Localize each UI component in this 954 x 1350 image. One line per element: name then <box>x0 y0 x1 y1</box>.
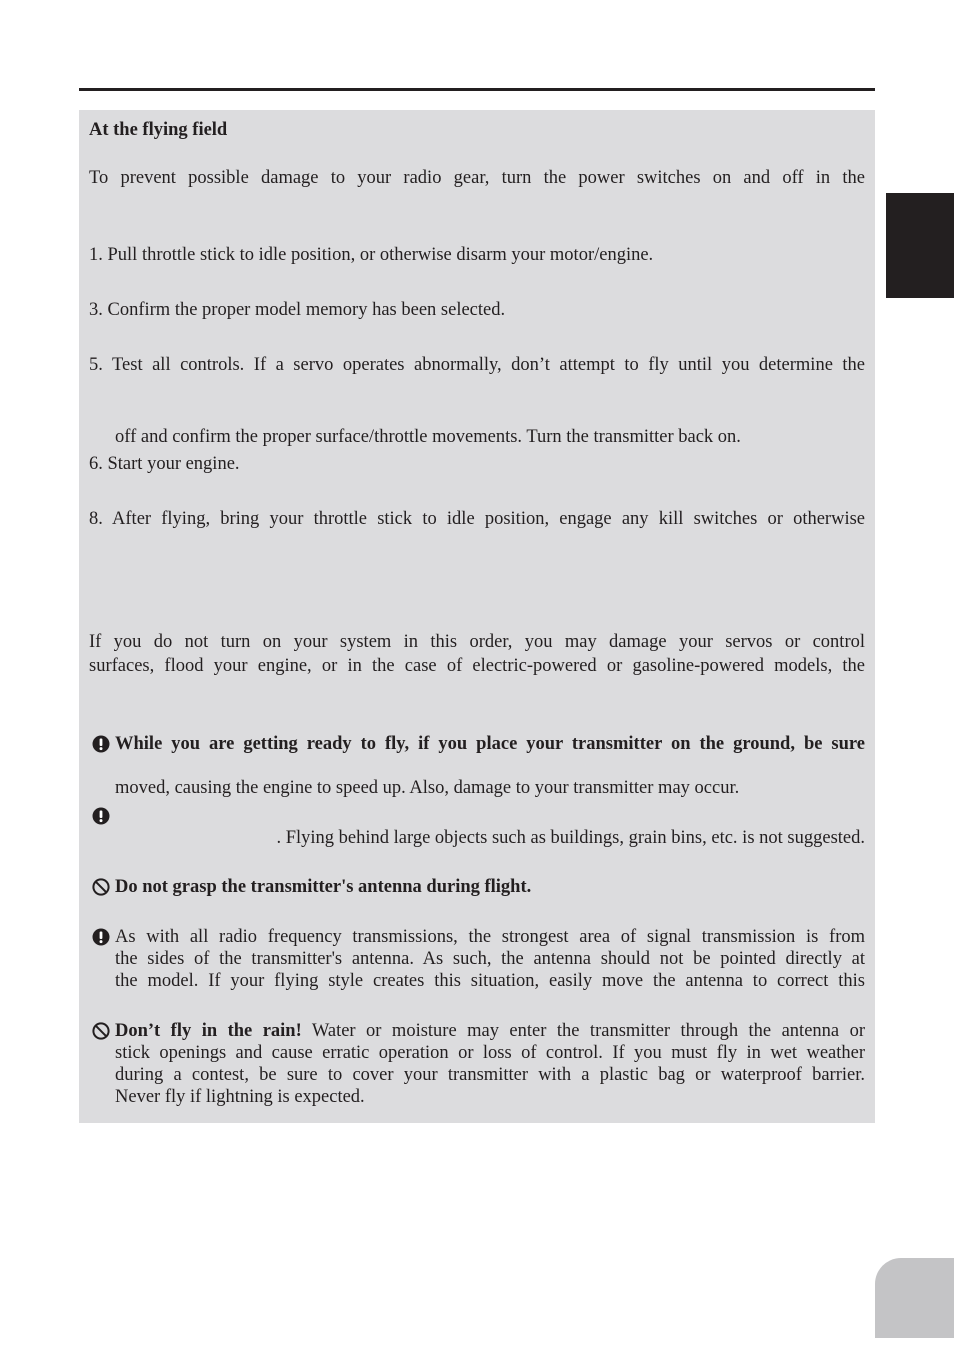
order-warning-line-1: If you do not turn on your system in this order, you may damage your servos or control <box>89 632 865 652</box>
rain-warning-line-1 <box>115 1020 865 1042</box>
rain-warning-line-4: Never fly if lightning is expected. <box>115 1087 365 1107</box>
prohibited-icon <box>92 1022 110 1040</box>
antenna-warning-line-3: the model. If your flying style creates this situation, easily move the antenna to correct this <box>115 971 865 991</box>
ground-warning-bold: While you are getting ready to fly, if you place your transmitter on the ground, be sure <box>115 734 865 754</box>
step-6: 6. Start your engine. <box>89 454 240 474</box>
exclamation-circle-icon <box>92 807 110 825</box>
rain-warning-text: Water or moisture may enter the transmitter through the antenna or <box>311 1021 865 1041</box>
step-8: 8. After flying, bring your throttle stick to idle position, engage any kill switches or otherwise <box>89 509 865 529</box>
step-1: 1. Pull throttle stick to idle position, or otherwise disarm your motor/engine. <box>89 245 654 265</box>
exclamation-circle-icon <box>92 735 110 753</box>
line-of-sight-text: . Flying behind large objects such as buildings, grain bins, etc. is not suggested. <box>276 828 865 848</box>
order-warning-line-2: surfaces, flood your engine, or in the case of electric-powered or gasoline-powered models, the <box>89 656 865 676</box>
section-tab <box>886 193 954 298</box>
rain-warning-line-3: during a contest, be sure to cover your transmitter with a plastic bag or waterproof barrier. <box>115 1065 865 1085</box>
top-rule <box>79 88 875 91</box>
rain-warning-line-2: stick openings and cause erratic operation or loss of control. If you must fly in wet weather <box>115 1043 865 1063</box>
antenna-warning-line-1: As with all radio frequency transmissions, the strongest area of signal transmission is from <box>115 927 865 947</box>
rain-warning-bold: Don’t fly in the rain! <box>115 1021 302 1041</box>
page-number-tab <box>875 1258 954 1338</box>
ground-warning-line-2: moved, causing the engine to speed up. Also, damage to your transmitter may occur. <box>115 778 740 798</box>
prohibited-icon <box>92 878 110 896</box>
exclamation-circle-icon <box>92 928 110 946</box>
step-3: 3. Confirm the proper model memory has been selected. <box>89 300 506 320</box>
intro-text: To prevent possible damage to your radio gear, turn the power switches on and off in the <box>89 168 865 188</box>
section-heading: At the flying field <box>89 120 228 140</box>
step-5: 5. Test all controls. If a servo operates abnormally, don’t attempt to fly until you determine the <box>89 355 865 375</box>
antenna-warning-line-2: the sides of the transmitter's antenna. As such, the antenna should not be pointed directly at <box>115 949 865 969</box>
antenna-grasp-warning: Do not grasp the transmitter's antenna during flight. <box>115 877 532 897</box>
step-5-continued: off and confirm the proper surface/throttle movements. Turn the transmitter back on. <box>115 427 741 447</box>
